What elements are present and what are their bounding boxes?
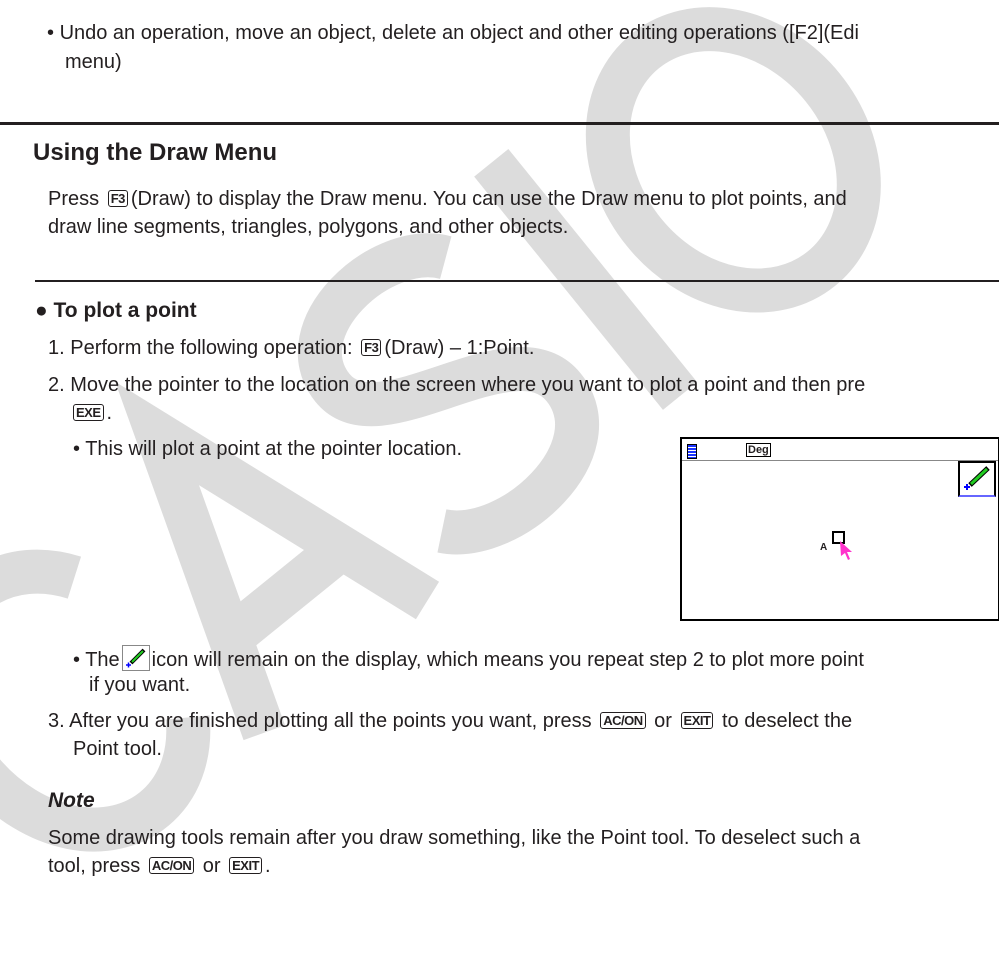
ac-on-key-icon: AC/ON [600,712,645,729]
mode-badge: Deg [748,444,769,456]
bullet-dot-icon: ● [35,299,48,322]
section-para-cont: draw line segments, triangles, polygons, and other objects. [48,216,569,238]
pencil-plus-icon [958,461,996,497]
pointer-cursor-icon [838,539,854,561]
section-title: Using the Draw Menu [33,139,278,166]
calculator-screen [680,437,999,621]
f3-key-icon: F3 [108,190,128,207]
ac-on-key-icon: AC/ON [149,857,194,874]
step-2-cont: EXE . [70,401,112,425]
procedure-divider [35,280,999,282]
intro-bullet: • Undo an operation, move an object, delete an object and other editing operations ([F2](Edi [47,22,859,44]
section-divider [0,122,999,125]
step-3-cont: Point tool. [73,738,162,760]
step-3: 3. After you are finished plotting all the points you want, press AC/ON or EXIT to deselect the [48,710,853,732]
procedure-title: ● To plot a point [35,299,197,322]
note-title: Note [48,789,95,812]
exit-key-icon: EXIT [229,857,262,874]
section-para: Press F3 (Draw) to display the Draw menu. You can use the Draw menu to plot points, and [48,188,847,210]
step-2: 2. Move the pointer to the location on the screen where you want to plot a point and then pre [48,374,866,396]
exe-key-icon: EXE [73,404,104,421]
note-text: Some drawing tools remain after you draw something, like the Point tool. To deselect such a [48,827,861,849]
note-text-cont: tool, press AC/ON or EXIT . [48,855,271,877]
intro-bullet-cont: menu) [65,51,122,73]
f3-key-icon: F3 [361,339,381,356]
step-2-bullet: • This will plot a point at the pointer location. [73,438,463,460]
battery-icon [687,444,697,459]
step-2-bullet-2-cont: if you want. [89,674,191,696]
status-bar-divider [682,460,998,461]
point-label: A [820,542,828,553]
pencil-plus-icon [122,645,150,671]
exit-key-icon: EXIT [681,712,714,729]
step-2-bullet-2: • The icon will remain on the display, which means you repeat step 2 to plot more point [73,645,864,672]
step-1: 1. Perform the following operation: F3 (Draw) – 1:Point. [48,337,535,359]
